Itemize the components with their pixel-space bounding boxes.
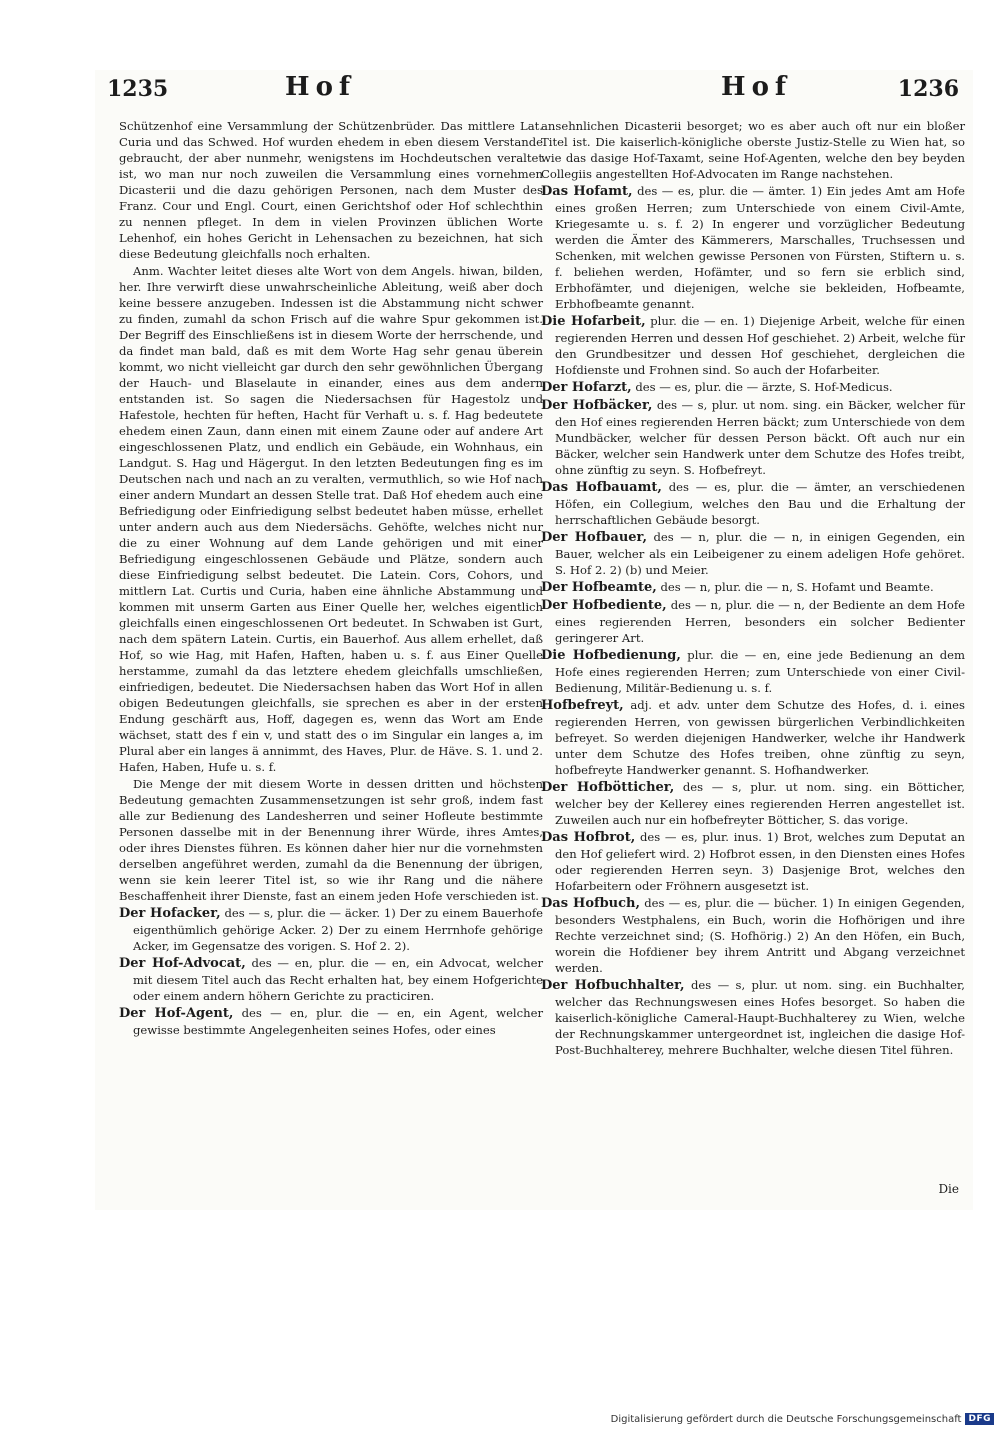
dictionary-entry: [541, 529, 965, 578]
dictionary-entry: [541, 397, 965, 478]
left-column: [119, 118, 543, 1039]
dictionary-entry: [541, 579, 965, 596]
entry-text: des — en, plur. die — en, ein Advocat, welcher mit diesem Titel auch das Recht erhalten hat, bey einem Hofgerichte oder einem andern höhern Gerichte zu practiciren.: [133, 956, 543, 1003]
entry-text: des — es, plur. die — ämter. 1) Ein jedes Amt am Hofe eines großen Herren; zum Unterschiede von einem Civil-Amte, Kriegesamte u. s. f. 2) In engerer und vorzüglicher Bedeutung werden die Ämter des Kämmerers, Marschalles, Truchsessen und Schenken, mit welchen gewisse Personen von Fürsten, Stiftern u. s. f. beliehen werden, Hofämter, und so fern sie erblich sind, Erbhofämter, und diejenigen, welche sie bekleiden, Hofbeamte, Erbhofbeamte genannt.: [555, 184, 966, 311]
text-paragraph: [119, 776, 543, 904]
text-paragraph: [119, 263, 543, 775]
entry-headword: Der Hofarzt,: [541, 380, 632, 395]
text-paragraph: [541, 118, 965, 182]
entry-text: des — s, plur. ut nom. sing. ein Bäcker, welcher für den Hof eines regierenden Herren bäckt; zum Unterschiede von dem Mundbäcker, welcher für dessen Person bäckt. Oft auch nur ein Bäcker, welcher sein Handwerk unter dem Schutze des Hofes treibt, ohne zünftig zu seyn. S. Hofbefreyt.: [555, 398, 965, 477]
entry-text: Anm. Wachter leitet dieses alte Wort von dem Angels. hiwan, bilden, her. Ihre verwirft diese unwahrscheinliche Ableitung, weiß aber doch keine bessere anzugeben. Indessen ist die Abstammung nicht schwer zu finden, zumahl da schon Frisch auf die wahre Spur gekommen ist. Der Begriff des Einschließens ist in diesem Worte der herrschende, und da findet man bald, daß es mit dem Worte Hag sehr genau überein kommt, wo nicht vielleicht gar durch den sehr gewöhnlichen Übergang der Hauch- und Blaselaute in einander, eines aus dem andern entstanden ist. So sagen die Niedersachsen für Hagestolz und Hafestole, hechten für heften, Hacht für Verhaft u. s. f. Hag bedeutete ehedem einen Zaun, dann einen mit einem Zaune oder auf andere Art eingeschlossenen Platz, und endlich ein Gebäude, ein Wohnhaus, ein Landgut. S. Hag und Hägergut. In den letzten Bedeutungen fing es im Deutschen nach und nach an zu veralten, vermuthlich, so wie Hof nach einer andern Mundart an dessen Stelle trat. Daß Hof ehedem auch eine Befriedigung oder Einfriedigung selbst bedeutet haben müsse, erhellet unter andern auch aus dem Niedersächs. Gehöfte, welches nicht nur die zu einer Wohnung auf dem Lande gehörigen und mit einer Befriedigung eingeschlossenen Gebäude und Plätze, sondern auch diese Einfriedigung selbst bedeutet. Die Latein. Cors, Cohors, und mittlern Lat. Curtis und Curia, haben eine ähnliche Abstammung und kommen mit unserm Garten aus Einer Quelle her, welches eigentlich gleichfalls einen eingeschlossenen Ort bedeutet. In Schwaben ist Gurt, nach dem spätern Latein. Curtis, ein Bauerhof. Aus allem erhellet, daß Hof, so wie Hag, mit Hafen, Haften, haben u. s. f. aus Einer Quelle herstamme, zumahl da das letztere ehedem gleichfalls umschließen, einfriedigen, bedeutet. Die Niedersachsen haben das Wort Hof in allen obigen Bedeutungen gleichfalls, sie sprechen es aber in der ersten Endung geschärft aus, Hoff, dagegen es, wenn das Wort am Ende wächset, statt des f ein v, und statt des o im Singular ein langes a, im Plural aber ein langes ä annimmt, des Haves, Plur. de Häve. S. 1. und 2. Hafen, Haben, Hufe u. s. f.: [119, 264, 543, 774]
entry-text: plur. die — en, eine jede Bedienung an dem Hofe eines regierenden Herren; zum Unterschiede von einer Civil-Bedienung, Militär-Bedienung u. s. f.: [555, 648, 965, 695]
footer-text: Digitalisierung gefördert durch die Deutsche Forschungsgemeinschaft: [610, 1413, 962, 1425]
entry-text: des — n, plur. die — n, der Bediente an dem Hofe eines regierenden Herren, besonders ein solcher Bedienter geringerer Art.: [555, 598, 965, 645]
entry-headword: Das Hofbuch,: [541, 896, 641, 911]
dictionary-entry: [119, 905, 543, 954]
entry-text: adj. et adv. unter dem Schutze des Hofes, d. i. eines regierenden Herren, von gewissen bürgerlichen Verbindlichkeiten befreyet. So werden diejenigen Handwerker, welche ihr Handwerk unter dem Schutze des Hofes treiben, ohne zünftig zu seyn, hofbefreyte Handwerker genannt. S. Hofhandwerker.: [555, 698, 965, 777]
left-page-number: 1235: [107, 76, 169, 102]
footer: [611, 1412, 994, 1426]
dictionary-entry: [541, 977, 965, 1058]
dictionary-entry: [541, 697, 965, 778]
text-paragraph: [119, 118, 543, 262]
entry-text: des — es, plur. inus. 1) Brot, welches zum Deputat an den Hof geliefert wird. 2) Hofbrot essen, in den Diensten eines Hofes oder regierenden Herren seyn. 3) Dasjenige Brot, welches den Hofarbeitern oder Fröhnern ausgesetzt ist.: [555, 830, 966, 893]
entry-headword: Die Hofbedienung,: [541, 648, 681, 663]
entry-text: des — s, plur. ut nom. sing. ein Buchhalter, welcher das Rechnungswesen eines Hofes besorget. So haben die kaiserlich-königliche Cameral-Haupt-Buchhalterey zu Wien, welche der Rechnungskammer untergeordnet ist, ingleichen die dasige Hof-Post-Buchhalterey, mehrere Buchhalter, welche diesen Titel führen.: [555, 978, 965, 1057]
entry-text: des — en, plur. die — en, ein Agent, welcher gewisse bestimmte Angelegenheiten seines Hofes, oder eines: [133, 1006, 544, 1037]
right-running-head: Hof: [721, 72, 793, 102]
entry-headword: Der Hofbuchhalter,: [541, 978, 685, 993]
entry-headword: Der Hofbediente,: [541, 598, 667, 613]
entry-text: des — es, plur. die — ärzte, S. Hof-Medicus.: [635, 380, 893, 394]
dictionary-entry: [119, 1005, 543, 1038]
right-column: [541, 118, 965, 1059]
dictionary-entry: [541, 779, 965, 828]
entry-headword: Der Hofbötticher,: [541, 780, 675, 795]
dictionary-entry: [541, 479, 965, 528]
entry-text: des — s, plur. ut nom. sing. ein Bötticher, welcher bey der Kellerey eines regierenden Herren angestellet ist. Zuweilen auch nur ein hofbefreyter Bötticher, S. das vorige.: [555, 780, 965, 827]
entry-text: des — n, plur. die — n, in einigen Gegenden, ein Bauer, welcher als ein Leibeigener zu einem adeligen Hofe gehöret. S. Hof 2. 2) (b) und Meier.: [555, 530, 965, 577]
entry-headword: Der Hofbäcker,: [541, 398, 653, 413]
dictionary-entry: [541, 379, 965, 396]
entry-text: des — s, plur. die — äcker. 1) Der zu einem Bauerhofe eigenthümlich gehörige Acker. 2) Der zu einem Herrnhofe gehörige Acker, im Gegensatze des vorigen. S. Hof 2. 2).: [133, 906, 544, 953]
entry-headword: Das Hofamt,: [541, 184, 633, 199]
entry-headword: Der Hof-Advocat,: [119, 956, 246, 971]
entry-headword: Der Hofacker,: [119, 906, 221, 921]
entry-headword: Hofbefreyt,: [541, 698, 624, 713]
dictionary-entry: [541, 895, 965, 976]
book-page: [95, 70, 973, 1210]
entry-headword: Das Hofbrot,: [541, 830, 636, 845]
dictionary-entry: [541, 647, 965, 696]
right-page-number: 1236: [897, 76, 959, 102]
entry-headword: Der Hofbauer,: [541, 530, 647, 545]
entry-text: plur. die — en. 1) Diejenige Arbeit, welche für einen regierenden Herren und dessen Hof geschiehet. 2) Arbeit, welche für den Grundbesitzer und dessen Hof geschiehet, dergleichen die Hofdienste und Frohnen sind. So auch der Hofarbeiter.: [555, 314, 966, 377]
entry-text: des — n, plur. die — n, S. Hofamt und Beamte.: [660, 580, 934, 594]
entry-headword: Der Hofbeamte,: [541, 580, 657, 595]
entry-text: ansehnlichen Dicasterii besorget; wo es aber auch oft nur ein bloßer Titel ist. Die kaiserlich-königliche oberste Justiz-Stelle zu Wien hat, so wie das dasige Hof-Taxamt, seine Hof-Agenten, welche den bey beyden Collegiis angestellten Hof-Advocaten im Range nachstehen.: [541, 119, 965, 181]
catchword: Die: [938, 1182, 959, 1196]
left-running-head: Hof: [285, 72, 357, 102]
dictionary-entry: [119, 955, 543, 1004]
entry-headword: Die Hofarbeit,: [541, 314, 646, 329]
entry-text: Die Menge der mit diesem Worte in dessen dritten und höchsten Bedeutung gemachten Zusammensetzungen ist sehr groß, indem fast alle zur Bedienung des Landesherren und seiner Hofleute bestimmte Personen dasselbe mit in der Benennung ihrer Würde, ihres Amtes, oder ihres Dienstes führen. Es können daher hier nur die vornehmsten derselben angeführet werden, zumahl da die Benennung der übrigen, wenn sie kein leerer Titel ist, so wie ihr Rang und die nähere Beschaffenheit ihrer Dienste, fast an einem jeden Hofe verschieden ist.: [119, 777, 543, 903]
dictionary-entry: [541, 829, 965, 894]
entry-text: Schützenhof eine Versammlung der Schützenbrüder. Das mittlere Lat. Curia und das Schwed. Hof wurden ehedem in eben diesem Verstande gebraucht, der aber nunmehr, wenigstens im Hochdeutschen veraltet ist, wo man nur noch zuweilen die Versammlung eines vornehmen Dicasterii und die dazu gehörigen Personen, nach dem Muster des Franz. Cour und Engl. Court, einen Gerichtshof oder Hof schlechthin zu nennen pfleget. In dem in vielen Provinzen üblichen Worte Lehenhof, ein hohes Gericht in Lehensachen zu bezeichnen, hat sich diese Bedeutung gleichfalls noch erhalten.: [119, 119, 543, 261]
entry-headword: Das Hofbauamt,: [541, 480, 662, 495]
entry-text: des — es, plur. die — ämter, an verschiedenen Höfen, ein Collegium, welches den Bau und die Erhaltung der herrschaftlichen Gebäude besorgt.: [555, 480, 966, 527]
dictionary-entry: [541, 183, 965, 312]
dfg-logo: DFG: [965, 1413, 994, 1425]
entry-headword: Der Hof-Agent,: [119, 1006, 234, 1021]
page-header: [95, 70, 973, 110]
entry-text: des — es, plur. die — bücher. 1) In einigen Gegenden, besonders Westphalens, ein Buch, worin die Hofhörigen und ihre Rechte verzeichnet sind; (S. Hofhörig.) 2) An den Höfen, ein Buch, worein die Hofdiener bey ihrem Antritt und Abgang verzeichnet werden.: [555, 896, 965, 975]
dictionary-entry: [541, 313, 965, 378]
dictionary-entry: [541, 597, 965, 646]
